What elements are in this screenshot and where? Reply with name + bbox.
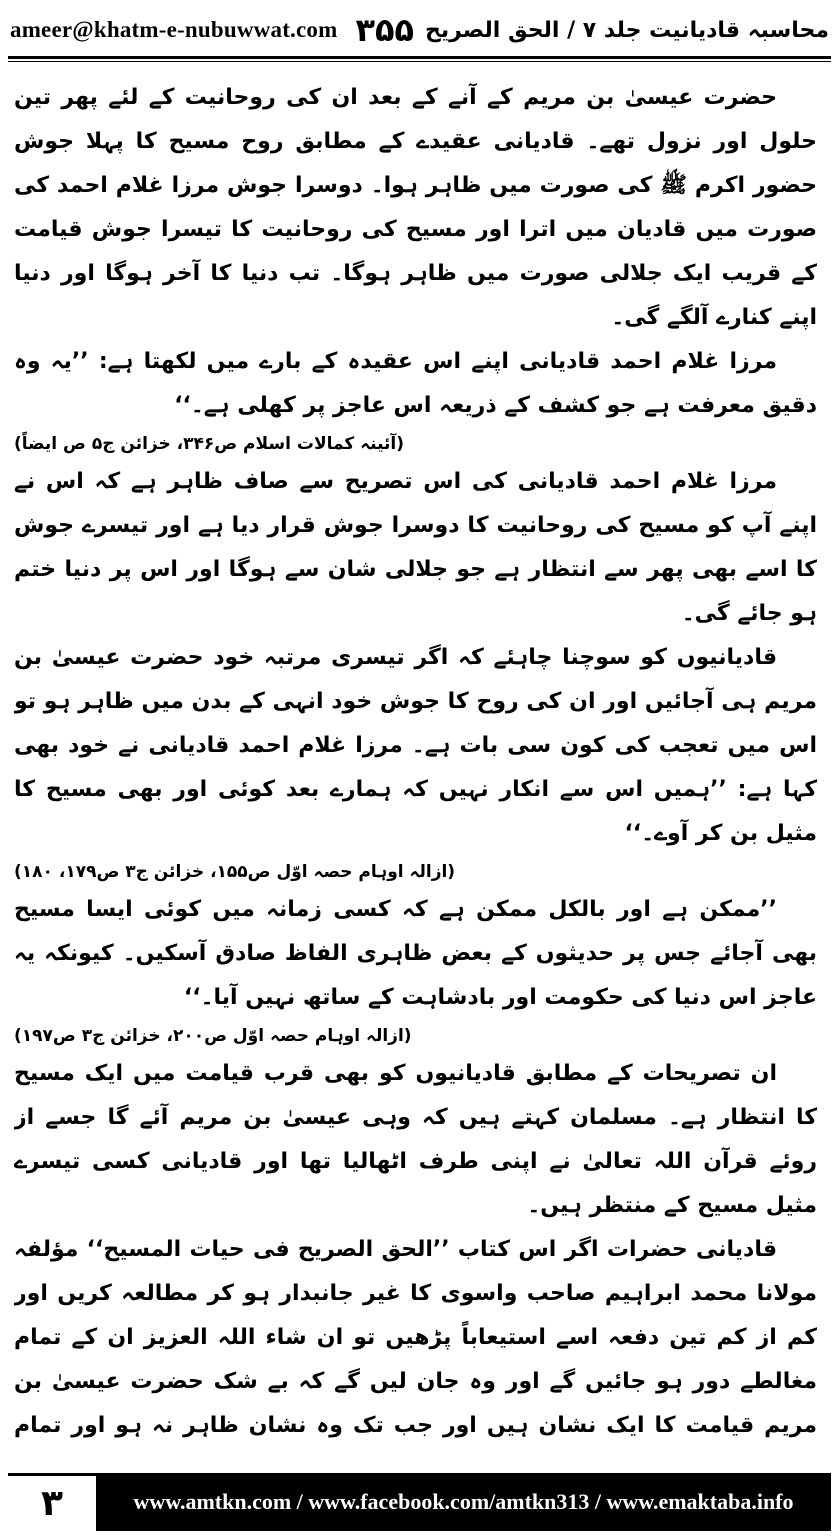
citation: (ازالہ اوہام حصہ اوّل ص۲۰۰، خزائن ج۳ ص۱۹۷) <box>14 1026 412 1046</box>
paragraph: قادیانیوں کو سوچنا چاہئے کہ اگر تیسری مرتبہ خود حضرت عیسیٰ بن مریم ہی آجائیں اور ان کی روح کا جوش خود انہی کے بدن میں ظاہر ہو تو اس میں تعجب کی کون سی بات ہے۔ مرزا غلام احمد قادیانی نے خود بھی کہا ہے: ’’ہمیں اس سے انکار نہیں کہ ہمارے بعد کوئی اور بھی مسیح کا مثیل بن کر آوے۔‘‘ <box>14 645 817 846</box>
paragraph: قادیانی حضرات اگر اس کتاب ’’الحق الصریح فی حیات المسیح‘‘ مؤلفہ مولانا محمد ابراہیم صاحب واسوی کا غیر جانبدار ہو کر مطالعہ کریں اور کم از کم تین دفعہ اسے استیعاباً پڑھیں تو ان شاء اللہ العزیز ان کے تمام مغالطے دور ہو جائیں گے اور وہ جان لیں گے کہ بے شک حضرت عیسیٰ بن مریم قیامت کا ایک نشان ہیں اور جب تک وہ نشان ظاہر نہ ہو اور تمام <box>14 1237 817 1438</box>
header-book-title: محاسبہ قادیانیت جلد ۷ / الحق الصریح <box>425 17 829 43</box>
citation: (آئینہ کمالات اسلام ص۳۴۶، خزائن ج۵ ص ایضاً) <box>14 434 405 454</box>
paragraph: ان تصریحات کے مطابق قادیانیوں کو بھی قرب قیامت میں ایک مسیح کا انتظار ہے۔ مسلمان کہتے ہیں کہ وہی عیسیٰ بن مریم آئے گا جسے از روئے قرآن اللہ تعالیٰ نے اپنی طرف اٹھالیا تھا اور قادیانی کسی تیسرے مثیل مسیح کے منتظر ہیں۔ <box>14 1061 817 1218</box>
page-header <box>10 8 829 52</box>
paragraph: حضرت عیسیٰ بن مریم کے آنے کے بعد ان کی روحانیت کے لئے پھر تین حلول اور نزول تھے۔ قادیانی عقیدے کے مطابق روح مسیح کا پہلا جوش حضور اکرم ﷺ کی صورت میں ظاہر ہوا۔ دوسرا جوش مرزا غلام احمد کی صورت میں قادیان میں اترا اور مسیح کی روحانیت کا تیسرا جوش قیامت کے قریب ایک جلالی صورت میں ظاہر ہوگا۔ تب دنیا کا آخر ہوگا اور دنیا اپنے کنارے آلگے گی۔ <box>14 85 817 330</box>
header-rule-thin <box>8 61 831 62</box>
header-page-number: ۳۵۵ <box>355 11 415 49</box>
header-email: ameer@khatm-e-nubuwwat.com <box>10 17 338 42</box>
header-rule <box>8 56 831 59</box>
paragraph: مرزا غلام احمد قادیانی کی اس تصریح سے صاف ظاہر ہے کہ اس نے اپنے آپ کو مسیح کی روحانیت کا دوسرا جوش قرار دیا ہے اور تیسرے جوش کا اسے بھی پھر سے انتظار ہے جو جلالی شان سے ہوگا اور اس پر دنیا ختم ہو جائے گی۔ <box>14 469 817 626</box>
page-body <box>14 76 817 1446</box>
paragraph: مرزا غلام احمد قادیانی اپنے اس عقیدہ کے بارے میں لکھتا ہے: ’’یہ وہ دقیق معرفت ہے جو کشف کے ذریعہ اس عاجز پر کھلی ہے۔‘‘ <box>14 349 817 418</box>
paragraph: ’’ممکن ہے اور بالکل ممکن ہے کہ کسی زمانہ میں کوئی ایسا مسیح بھی آجائے جس پر حدیثوں کے بعض ظاہری الفاظ صادق آسکیں۔ کیونکہ یہ عاجز اس دنیا کی حکومت اور بادشاہت کے ساتھ نہیں آیا۔‘‘ <box>14 897 817 1010</box>
page-footer <box>8 1473 831 1531</box>
footer-links: www.amtkn.com / www.facebook.com/amtkn313 / www.emaktaba.info <box>96 1473 831 1531</box>
footer-page-number: ۳ <box>8 1473 96 1531</box>
citation: (ازالہ اوہام حصہ اوّل ص۱۵۵، خزائن ج۳ ص۱۷۹، ۱۸۰) <box>14 862 456 882</box>
